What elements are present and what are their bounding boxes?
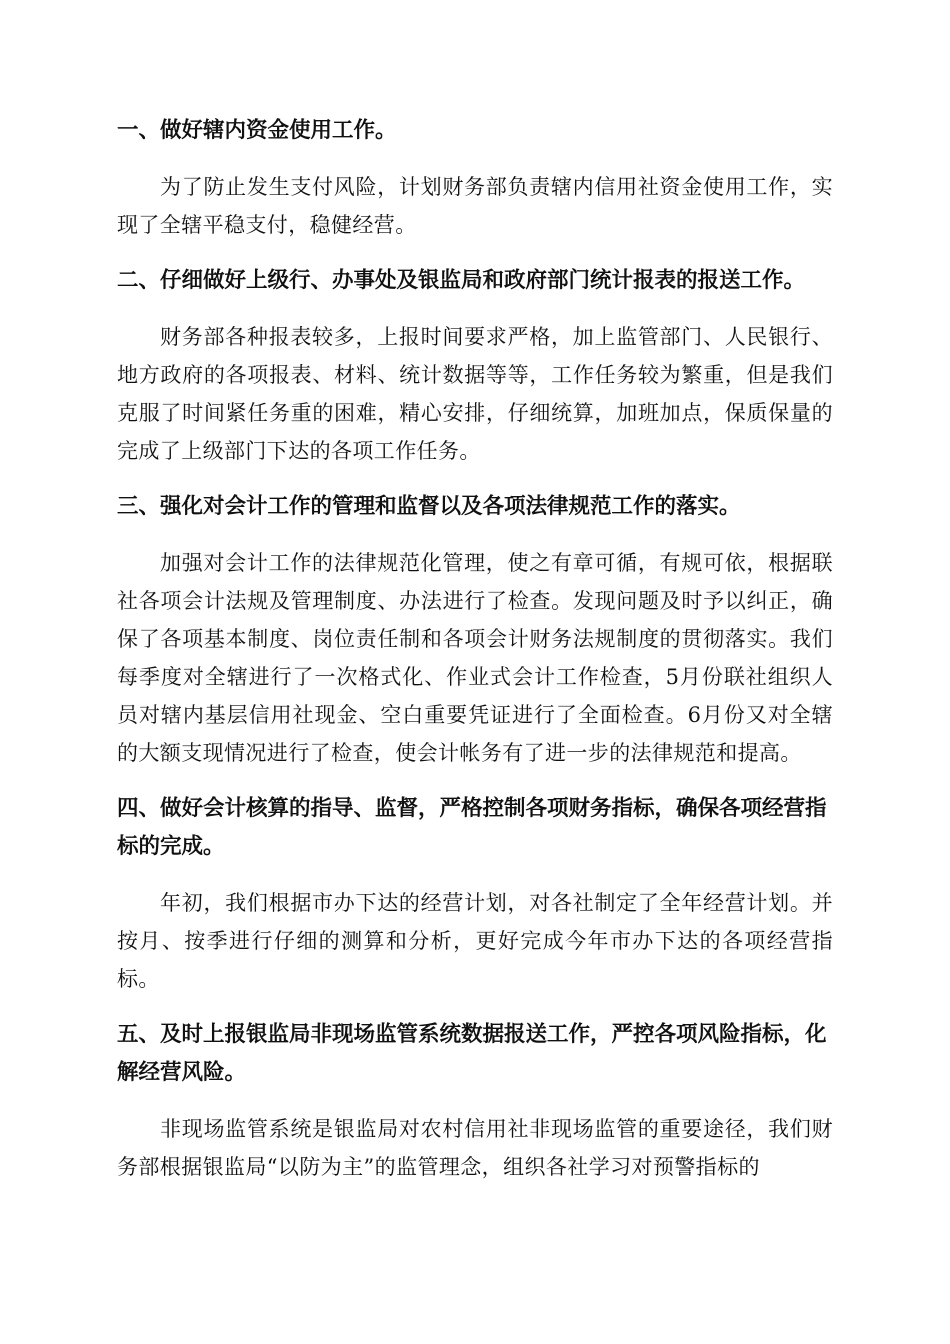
section-paragraph: 加强对会计工作的法律规范化管理，使之有章可循，有规可依，根据联社各项会计法规及管理制度、办法进行了检查。发现问题及时予以纠正，确保了各项基本制度、岗位责任制和各项会计财务法规制度的贯彻落实。我们每季度对全辖进行了一次格式化、作业式会计工作检查，5月份联社组织人员对辖内基层信用社现金、空白重要凭证进行了全面检查。6月份又对全辖的大额支现情况进行了检查，使会计帐务有了进一步的法律规范和提高。: [117, 551, 833, 765]
section-heading: 二、仔细做好上级行、办事处及银监局和政府部门统计报表的报送工作。: [117, 268, 806, 293]
section-2: [117, 262, 833, 470]
section-heading: 五、及时上报银监局非现场监管系统数据报送工作，严控各项风险指标，化解经营风险。: [117, 1022, 827, 1085]
section-4: [117, 790, 833, 998]
section-heading: 三、强化对会计工作的管理和监督以及各项法律规范工作的落实。: [117, 494, 741, 519]
section-1: [117, 112, 833, 244]
section-heading: 四、做好会计核算的指导、监督，严格控制各项财务指标，确保各项经营指标的完成。: [117, 796, 827, 859]
document-page: [117, 112, 833, 1204]
section-paragraph: 年初，我们根据市办下达的经营计划，对各社制定了全年经营计划。并按月、按季进行仔细的测算和分析，更好完成今年市办下达的各项经营指标。: [117, 891, 833, 991]
section-paragraph: 为了防止发生支付风险，计划财务部负责辖内信用社资金使用工作，实现了全辖平稳支付，稳健经营。: [117, 175, 833, 237]
section-5: [117, 1016, 833, 1186]
section-paragraph: 财务部各种报表较多，上报时间要求严格，加上监管部门、人民银行、地方政府的各项报表、材料、统计数据等等，工作任务较为繁重，但是我们克服了时间紧任务重的困难，精心安排，仔细统算，加班加点，保质保量的完成了上级部门下达的各项工作任务。: [117, 325, 833, 463]
section-paragraph: 非现场监管系统是银监局对农村信用社非现场监管的重要途径，我们财务部根据银监局“以防为主”的监管理念，组织各社学习对预警指标的: [117, 1117, 833, 1179]
section-3: [117, 488, 833, 772]
section-heading: 一、做好辖内资金使用工作。: [117, 118, 397, 143]
